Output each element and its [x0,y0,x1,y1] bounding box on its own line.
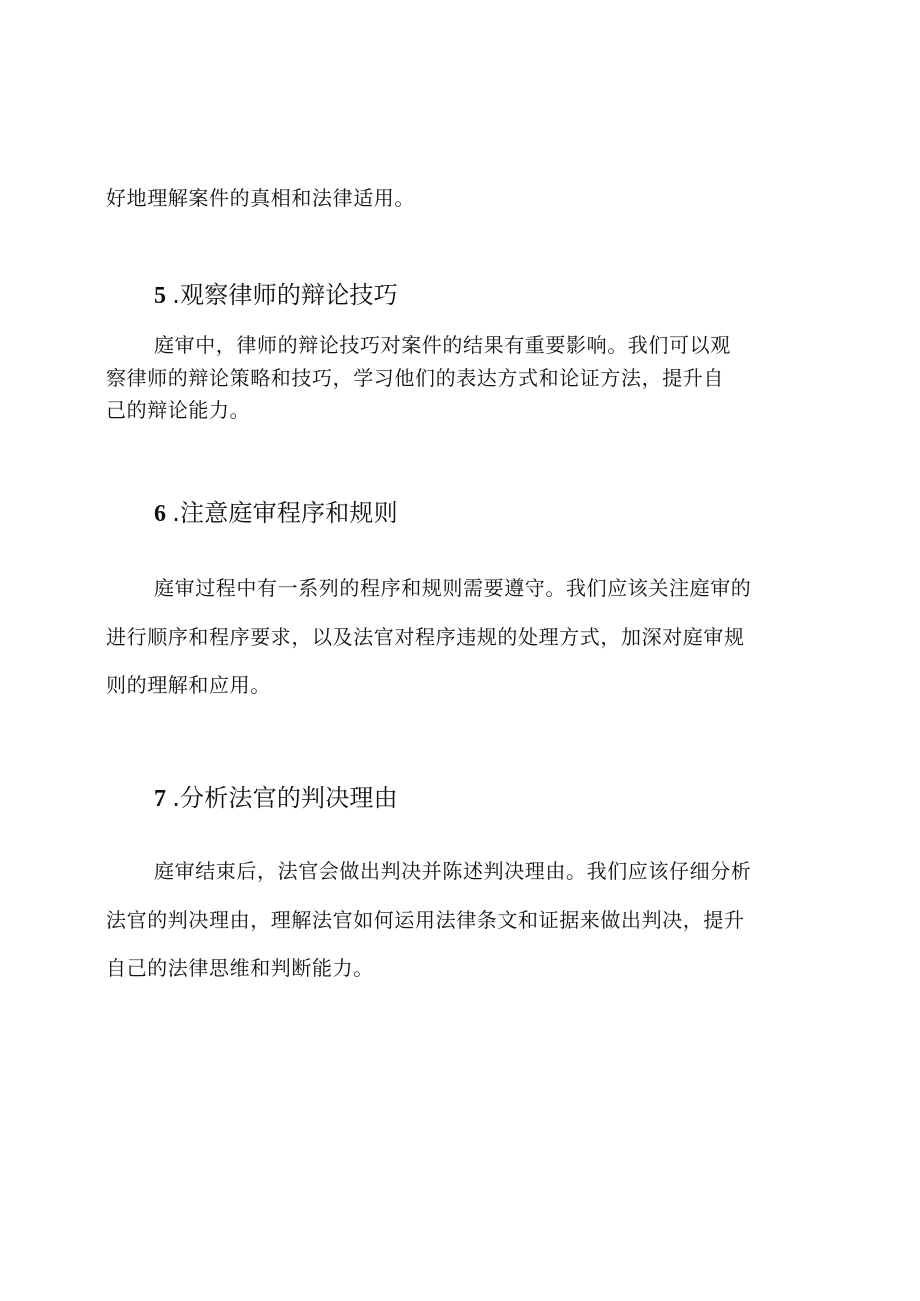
paragraph-line: 法官的判决理由，理解法官如何运用法律条文和证据来做出判决，提升 [106,908,745,932]
section-heading-5 [154,279,398,312]
paragraph-line: 察律师的辩论策略和技巧，学习他们的表达方式和论证方法，提升自 [106,366,724,390]
paragraph-line: 进行顺序和程序要求，以及法官对程序违规的处理方式，加深对庭审规 [106,625,745,649]
section-heading-6 [154,497,398,530]
intro-line: 好地理解案件的真相和法律适用。 [106,186,415,210]
paragraph-line: 庭审过程中有一系列的程序和规则需要遵守。我们应该关注庭审的 [154,576,752,600]
paragraph-line: 己的辩论能力。 [106,398,251,422]
paragraph-line: 则的理解和应用。 [106,673,271,697]
section-title: .观察律师的辩论技巧 [172,281,398,309]
section-title: .注意庭审程序和规则 [172,499,398,527]
section-number: 5 [154,283,167,309]
section-number: 7 [154,786,167,812]
paragraph-line: 庭审中，律师的辩论技巧对案件的结果有重要影响。我们可以观 [154,333,731,357]
section-heading-7 [154,782,398,815]
paragraph-line: 自己的法律思维和判断能力。 [106,956,374,980]
paragraph-line: 庭审结束后，法官会做出判决并陈述判决理由。我们应该仔细分析 [154,859,752,883]
section-number: 6 [154,501,167,527]
section-title: .分析法官的判决理由 [172,784,398,812]
